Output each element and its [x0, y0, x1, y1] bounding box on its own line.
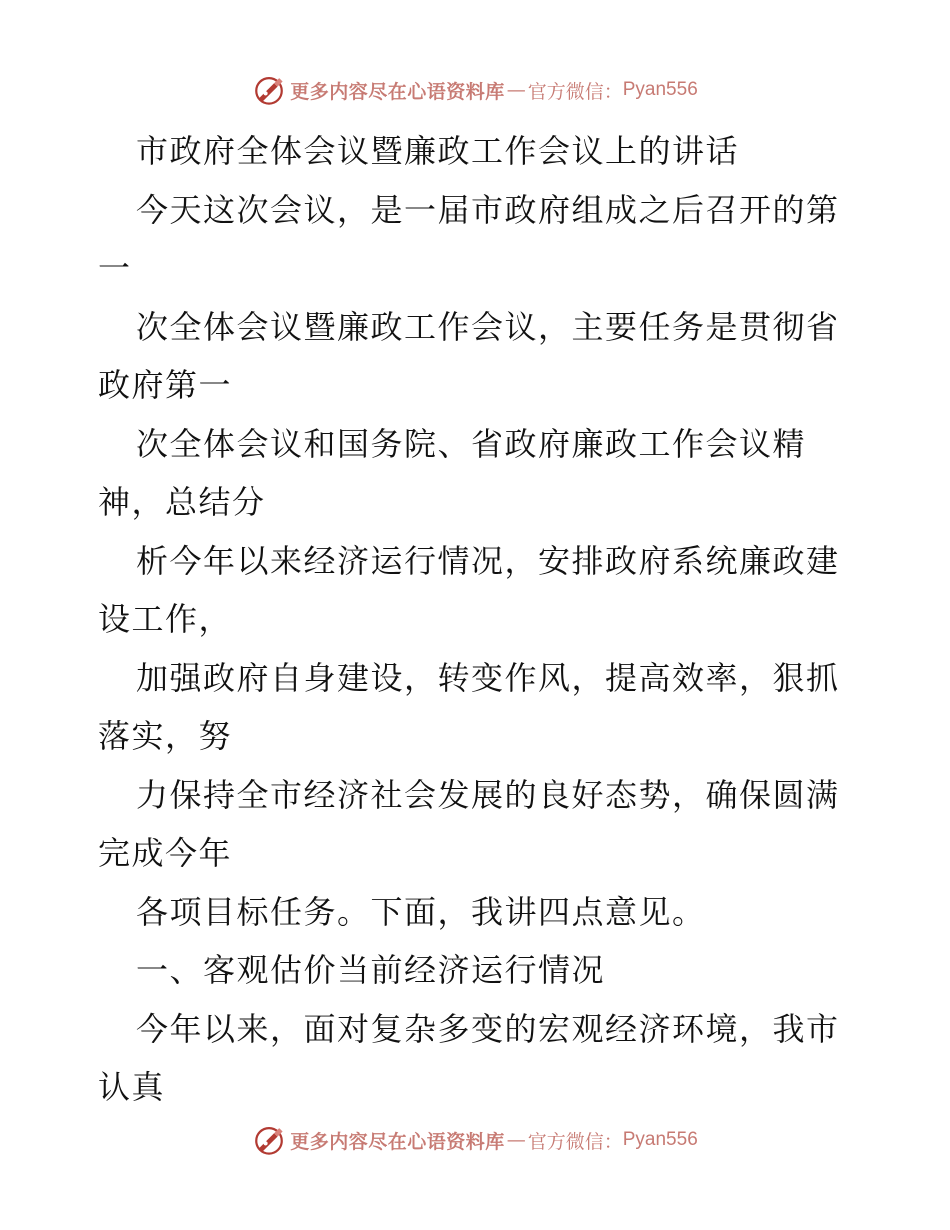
- text-line: 各项目标任务。下面，我讲四点意见。: [136, 892, 706, 931]
- text-line: 加强政府自身建设，转变作风，提高效率，狠抓: [136, 658, 840, 697]
- text-line: 析今年以来经济运行情况，安排政府系统廉政建: [136, 541, 840, 580]
- text-line: 一: [98, 249, 132, 287]
- text-line: 设工作，: [98, 600, 233, 638]
- text-line: 认真: [98, 1068, 166, 1106]
- text-line: 次全体会议和国务院、省政府廉政工作会议精: [136, 424, 807, 463]
- banner-dash: —: [506, 79, 526, 101]
- pen-logo-icon: [252, 1123, 286, 1157]
- pen-logo-icon: [252, 73, 286, 107]
- banner-wechat-id: Pyan556: [622, 79, 698, 100]
- banner-wechat-label: 官方微信：: [527, 1130, 623, 1153]
- banner-library-text: 更多内容尽在心语资料库: [290, 1130, 505, 1153]
- banner-library-text: 更多内容尽在心语资料库: [290, 80, 505, 103]
- text-line: 今天这次会议，是一届市政府组成之后召开的第: [136, 190, 840, 229]
- header-banner: [0, 70, 950, 110]
- text-line: 完成今年: [98, 834, 233, 872]
- text-line: 落实，努: [98, 717, 233, 755]
- banner-wechat-id: Pyan556: [622, 1129, 698, 1150]
- document-body: [98, 122, 858, 1117]
- text-line: 神，总结分: [98, 483, 266, 521]
- footer-banner: [0, 1120, 950, 1160]
- text-line: 力保持全市经济社会发展的良好态势，确保圆满: [136, 775, 840, 814]
- text-line: 次全体会议暨廉政工作会议，主要任务是贯彻省: [136, 307, 840, 346]
- text-line: 政府第一: [98, 366, 233, 404]
- banner-dash: —: [506, 1129, 526, 1151]
- document-title: 市政府全体会议暨廉政工作会议上的讲话: [136, 132, 740, 170]
- section-heading: 一、客观估价当前经济运行情况: [136, 951, 606, 989]
- text-line: 今年以来，面对复杂多变的宏观经济环境，我市: [136, 1009, 840, 1048]
- banner-wechat-label: 官方微信：: [527, 80, 623, 103]
